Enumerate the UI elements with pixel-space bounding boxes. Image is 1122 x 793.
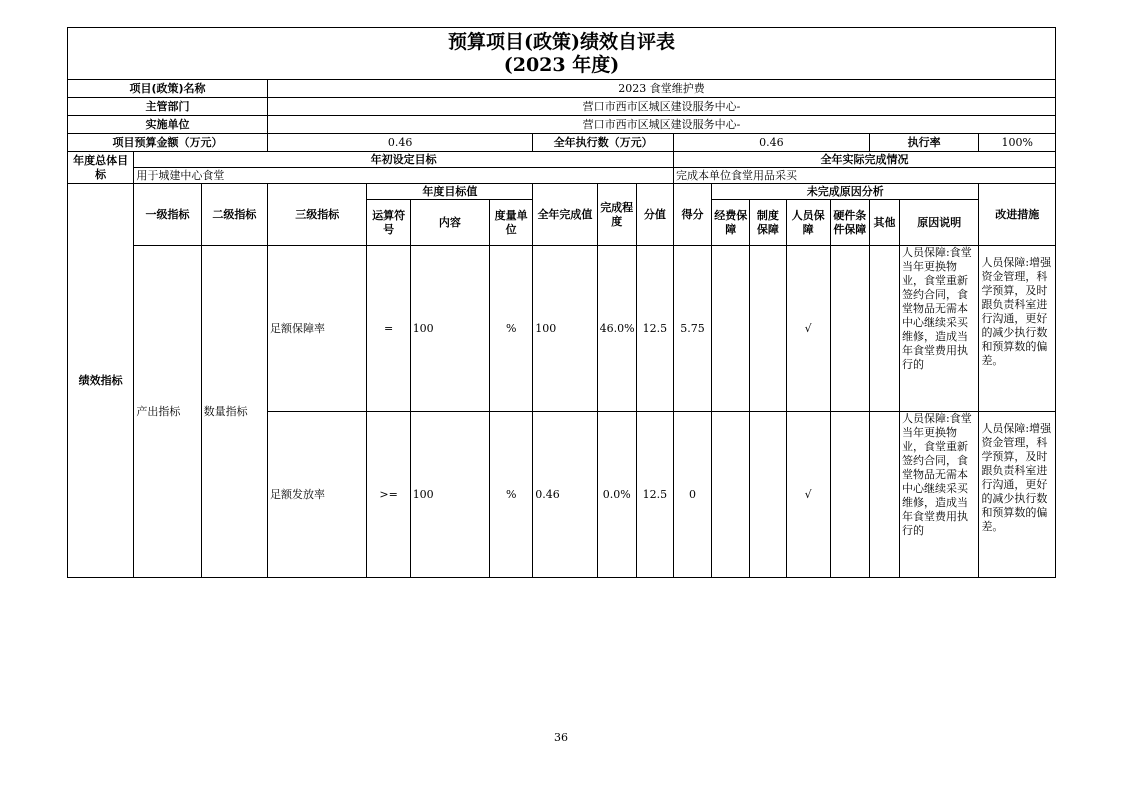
page-number: 36 xyxy=(554,731,568,744)
reason-group-header: 未完成原因分析 xyxy=(712,184,979,200)
rate-value: 100% xyxy=(979,134,1056,152)
actual-value: 100 xyxy=(533,246,597,412)
degree-value: 0.0% xyxy=(597,412,636,578)
budget-value: 0.46 xyxy=(268,134,533,152)
level1-value: 产出指标 xyxy=(134,246,201,578)
actual-goal-value: 完成本单位食堂用品采买 xyxy=(673,168,1055,184)
level3-value: 足额保障率 xyxy=(268,246,367,412)
info-row-dept xyxy=(68,98,1056,116)
dept-label: 主管部门 xyxy=(68,98,268,116)
improve-header: 改进措施 xyxy=(979,184,1056,246)
actual-value: 0.46 xyxy=(533,412,597,578)
level1-header: 一级指标 xyxy=(134,184,201,246)
actual-header: 全年完成值 xyxy=(533,184,597,246)
page-title: 预算项目(政策)绩效自评表 xyxy=(448,31,675,53)
dept-value: 营口市西市区城区建设服务中心- xyxy=(268,98,1056,116)
target-group-header: 年度目标值 xyxy=(367,184,533,200)
content-header: 内容 xyxy=(410,200,489,246)
budget-label: 项目预算金额（万元） xyxy=(68,134,268,152)
unit-header: 度量单位 xyxy=(490,200,533,246)
score-value-value: 12.5 xyxy=(636,246,673,412)
reason-description: 人员保障:食堂当年更换物业，食堂重新签约合同，食堂物品无需本中心继续采买维修，造成当年食堂费用执行的 xyxy=(900,412,979,578)
unit-label: 实施单位 xyxy=(68,116,268,134)
degree-header: 完成程度 xyxy=(597,184,636,246)
personnel-check-mark: √ xyxy=(786,412,830,578)
perf-indicator-label: 绩效指标 xyxy=(68,184,134,578)
hardware-cell xyxy=(830,412,869,578)
other-cell xyxy=(869,246,899,412)
info-row-unit xyxy=(68,116,1056,134)
exec-value: 0.46 xyxy=(673,134,869,152)
title-block xyxy=(67,27,1056,79)
level3-value: 足额发放率 xyxy=(268,412,367,578)
initial-goal-value: 用于城建中心食堂 xyxy=(134,168,674,184)
system-cell xyxy=(750,246,786,412)
system-header: 制度保障 xyxy=(750,200,786,246)
hardware-header: 硬件条件保障 xyxy=(830,200,869,246)
project-name-value: 2023 食堂维护费 xyxy=(268,80,1056,98)
content-value: 100 xyxy=(410,246,489,412)
reason-desc-header: 原因说明 xyxy=(900,200,979,246)
page-subtitle: (2023 年度) xyxy=(503,54,620,76)
annual-goal-label: 年度总体目标 xyxy=(68,152,134,184)
indicator-header-row-1 xyxy=(68,184,1056,200)
project-name-label: 项目(政策)名称 xyxy=(68,80,268,98)
score-value: 0 xyxy=(673,412,711,578)
info-row-name xyxy=(68,80,1056,98)
improvement-measure: 人员保障:增强资金管理，科学预算，及时跟负责科室进行沟通，更好的减少执行数和预算数的偏差。 xyxy=(979,246,1056,412)
reason-description: 人员保障:食堂当年更换物业，食堂重新签约合同，食堂物品无需本中心继续采买维修，造成当年食堂费用执行的 xyxy=(900,246,979,412)
evaluation-table xyxy=(67,79,1056,578)
unit-value: % xyxy=(490,412,533,578)
initial-goal-label: 年初设定目标 xyxy=(134,152,674,168)
operator-value: = xyxy=(367,246,410,412)
score-value-header: 分值 xyxy=(636,184,673,246)
hardware-cell xyxy=(830,246,869,412)
funding-header: 经费保障 xyxy=(712,200,750,246)
unit-value: % xyxy=(490,246,533,412)
table-row xyxy=(68,246,1056,412)
other-cell xyxy=(869,412,899,578)
unit-value: 营口市西市区城区建设服务中心- xyxy=(268,116,1056,134)
personnel-header: 人员保障 xyxy=(786,200,830,246)
personnel-check-mark: √ xyxy=(786,246,830,412)
improvement-measure: 人员保障:增强资金管理，科学预算，及时跟负责科室进行沟通，更好的减少执行数和预算数的偏差。 xyxy=(979,412,1056,578)
score-header: 得分 xyxy=(673,184,711,246)
score-value-value: 12.5 xyxy=(636,412,673,578)
degree-value: 46.0% xyxy=(597,246,636,412)
operator-header: 运算符号 xyxy=(367,200,410,246)
score-value: 5.75 xyxy=(673,246,711,412)
content-value: 100 xyxy=(410,412,489,578)
operator-value: >= xyxy=(367,412,410,578)
other-header: 其他 xyxy=(869,200,899,246)
info-row-budget xyxy=(68,134,1056,152)
funding-cell xyxy=(712,246,750,412)
level3-header: 三级指标 xyxy=(268,184,367,246)
system-cell xyxy=(750,412,786,578)
actual-goal-label: 全年实际完成情况 xyxy=(673,152,1055,168)
rate-label: 执行率 xyxy=(869,134,979,152)
level2-value: 数量指标 xyxy=(201,246,267,578)
goals-header-row xyxy=(68,152,1056,168)
evaluation-sheet xyxy=(67,27,1056,578)
level2-header: 二级指标 xyxy=(201,184,267,246)
exec-label: 全年执行数（万元） xyxy=(533,134,674,152)
funding-cell xyxy=(712,412,750,578)
goals-value-row xyxy=(68,168,1056,184)
